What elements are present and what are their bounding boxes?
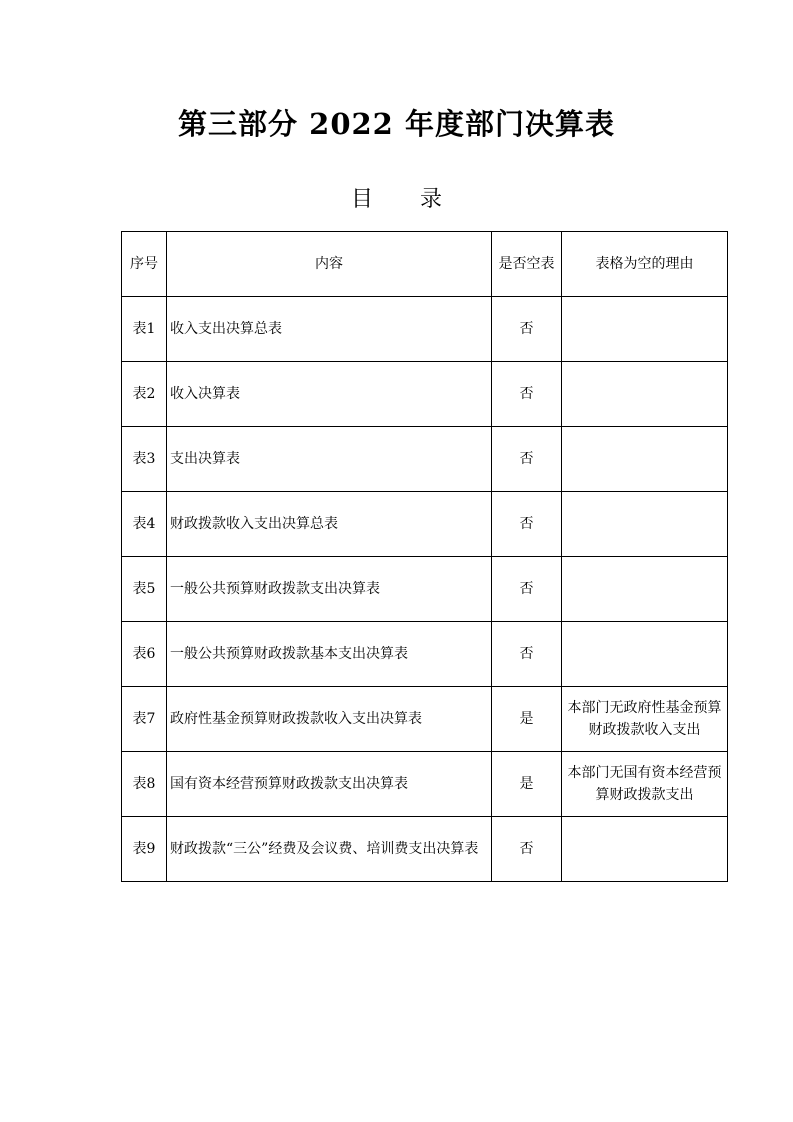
header-reason: 表格为空的理由 xyxy=(562,232,728,297)
row-reason xyxy=(562,622,728,687)
row-is-empty: 否 xyxy=(492,362,562,427)
row-seq: 表6 xyxy=(122,622,167,687)
row-reason xyxy=(562,557,728,622)
row-content: 支出决算表 xyxy=(167,427,492,492)
row-seq: 表5 xyxy=(122,557,167,622)
row-is-empty: 是 xyxy=(492,687,562,752)
row-content: 财政拨款收入支出决算总表 xyxy=(167,492,492,557)
row-is-empty: 否 xyxy=(492,622,562,687)
row-content: 收入决算表 xyxy=(167,362,492,427)
header-content: 内容 xyxy=(167,232,492,297)
table-row xyxy=(122,557,728,622)
row-is-empty: 否 xyxy=(492,817,562,882)
row-reason xyxy=(562,297,728,362)
table-row xyxy=(122,752,728,817)
row-content: 一般公共预算财政拨款基本支出决算表 xyxy=(167,622,492,687)
row-is-empty: 否 xyxy=(492,492,562,557)
table-row xyxy=(122,492,728,557)
row-content: 财政拨款“三公”经费及会议费、培训费支出决算表 xyxy=(167,817,492,882)
row-seq: 表3 xyxy=(122,427,167,492)
row-reason xyxy=(562,492,728,557)
header-seq: 序号 xyxy=(122,232,167,297)
row-seq: 表7 xyxy=(122,687,167,752)
row-is-empty: 否 xyxy=(492,557,562,622)
row-reason xyxy=(562,362,728,427)
header-is-empty: 是否空表 xyxy=(492,232,562,297)
row-seq: 表4 xyxy=(122,492,167,557)
document-title: 第三部分 2022 年度部门决算表 xyxy=(178,107,615,141)
table-header-row xyxy=(122,232,728,297)
table-row xyxy=(122,362,728,427)
row-content: 收入支出决算总表 xyxy=(167,297,492,362)
row-content: 一般公共预算财政拨款支出决算表 xyxy=(167,557,492,622)
row-seq: 表8 xyxy=(122,752,167,817)
row-seq: 表2 xyxy=(122,362,167,427)
row-content: 国有资本经营预算财政拨款支出决算表 xyxy=(167,752,492,817)
row-reason xyxy=(562,817,728,882)
row-reason: 本部门无政府性基金预算财政拨款收入支出 xyxy=(562,687,728,752)
row-seq: 表9 xyxy=(122,817,167,882)
row-is-empty: 否 xyxy=(492,427,562,492)
table-row xyxy=(122,687,728,752)
row-reason: 本部门无国有资本经营预算财政拨款支出 xyxy=(562,752,728,817)
row-reason xyxy=(562,427,728,492)
row-seq: 表1 xyxy=(122,297,167,362)
row-is-empty: 是 xyxy=(492,752,562,817)
row-is-empty: 否 xyxy=(492,297,562,362)
table-row xyxy=(122,817,728,882)
table-row xyxy=(122,297,728,362)
toc-heading: 目 录 xyxy=(351,187,462,212)
table-row xyxy=(122,427,728,492)
row-content: 政府性基金预算财政拨款收入支出决算表 xyxy=(167,687,492,752)
table-row xyxy=(122,622,728,687)
toc-table xyxy=(121,231,728,882)
